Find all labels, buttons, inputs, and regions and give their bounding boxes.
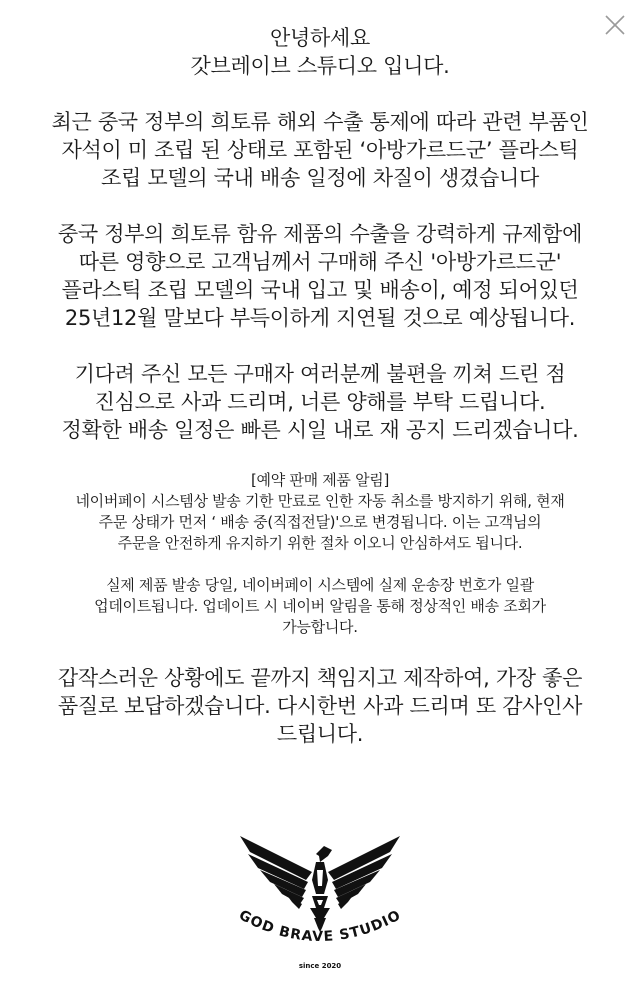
logo-since: since 2020 bbox=[298, 962, 342, 970]
intro-line: 최근 중국 정부의 희토류 해외 수출 통제에 따라 관련 부품인 bbox=[51, 110, 589, 134]
logo-wordmark: GOD BRAVE STUDIO bbox=[236, 907, 404, 946]
tracking-line: 실제 제품 발송 당일, 네이버페이 시스템에 실제 운송장 번호가 일괄 bbox=[106, 576, 534, 594]
closing-line: 드립니다. bbox=[276, 722, 364, 746]
preorder-line: 주문을 안전하게 유지하기 위한 절차 이오니 안심하셔도 됩니다. bbox=[117, 534, 523, 552]
closing-paragraph bbox=[10, 664, 630, 748]
tracking-notice bbox=[10, 575, 630, 638]
apology-line: 진심으로 사과 드리며, 너른 양해를 부탁 드립니다. bbox=[94, 390, 546, 414]
tracking-line: 가능합니다. bbox=[282, 618, 358, 636]
preorder-line: 네이버페이 시스템상 발송 기한 만료로 인한 자동 취소를 방지하기 위해, 현재 bbox=[75, 492, 565, 510]
apology-line: 정확한 배송 일정은 빠른 시일 내로 재 공지 드리겠습니다. bbox=[61, 418, 579, 442]
delay-paragraph bbox=[10, 220, 630, 332]
preorder-notice bbox=[10, 470, 630, 554]
closing-line: 갑작스러운 상황에도 끝까지 책임지고 제작하여, 가장 좋은 bbox=[57, 666, 583, 690]
delay-line: 따른 영향으로 고객님께서 구매해 주신 '아방가르드군' bbox=[78, 250, 562, 274]
greeting-line: 안녕하세요 bbox=[270, 26, 370, 50]
apology-paragraph bbox=[10, 360, 630, 444]
preorder-line: 주문 상태가 먼저 ‘ 배송 중(직접전달)'으로 변경됩니다. 이는 고객님의 bbox=[98, 513, 542, 531]
notice-body bbox=[10, 24, 630, 748]
phoenix-icon bbox=[220, 832, 420, 982]
tracking-line: 업데이트됩니다. 업데이트 시 네이버 알림을 통해 정상적인 배송 조회가 bbox=[94, 597, 546, 615]
closing-line: 품질로 보답하겠습니다. 다시한번 사과 드리며 또 감사인사 bbox=[57, 694, 583, 718]
delay-line: 25년12월 말보다 부득이하게 지연될 것으로 예상됩니다. bbox=[64, 306, 576, 330]
intro-paragraph bbox=[10, 108, 630, 192]
delay-line: 플라스틱 조립 모델의 국내 입고 및 배송이, 예정 되어있던 bbox=[61, 278, 579, 302]
preorder-heading: [예약 판매 제품 알림] bbox=[250, 471, 390, 489]
studio-logo bbox=[220, 832, 420, 982]
intro-line: 자석이 미 조립 된 상태로 포함된 ‘아방가르드군’ 플라스틱 bbox=[61, 138, 579, 162]
apology-line: 기다려 주신 모든 구매자 여러분께 불편을 끼쳐 드린 점 bbox=[74, 362, 566, 386]
intro-line: 조립 모델의 국내 배송 일정에 차질이 생겼습니다 bbox=[101, 166, 539, 190]
delay-line: 중국 정부의 희토류 함유 제품의 수출을 강력하게 규제함에 bbox=[57, 222, 583, 246]
greeting-line: 갓브레이브 스튜디오 입니다. bbox=[190, 54, 450, 78]
greeting bbox=[10, 24, 630, 80]
